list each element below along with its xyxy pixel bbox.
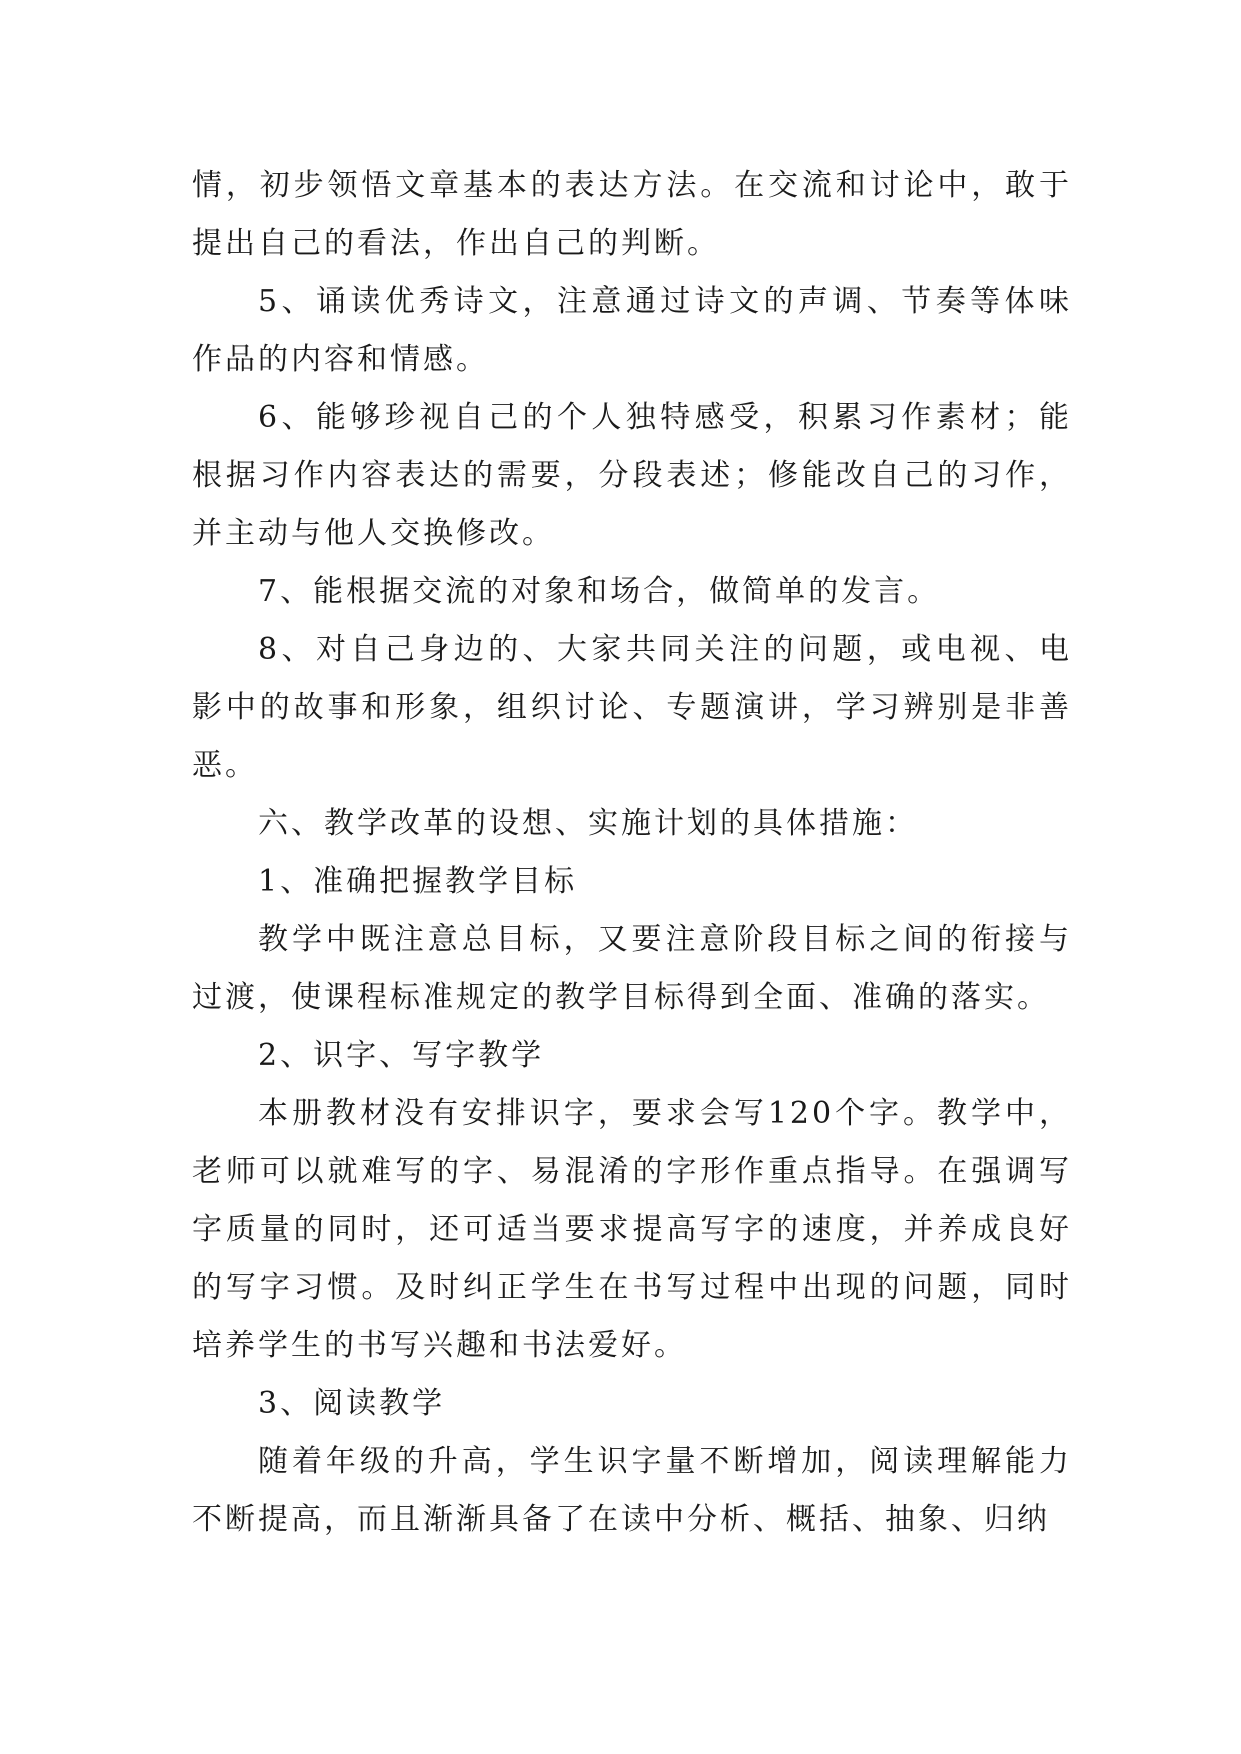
- document-body: [192, 157, 1072, 1549]
- paragraph-continuation: 情，初步领悟文章基本的表达方法。在交流和讨论中，敢于提出自己的看法，作出自己的判断。: [192, 168, 1072, 261]
- paragraph-item-6: 6、能够珍视自己的个人独特感受，积累习作素材；能根据习作内容表达的需要，分段表述；修能改自己的习作，并主动与他人交换修改。: [192, 400, 1072, 551]
- paragraph-reading: 随着年级的升高，学生识字量不断增加，阅读理解能力不断提高，而且渐渐具备了在读中分析、概括、抽象、归纳: [192, 1444, 1072, 1537]
- subheading-3: 3、阅读教学: [258, 1386, 446, 1421]
- section-heading-6: 六、教学改革的设想、实施计划的具体措施：: [258, 806, 918, 841]
- paragraph-goals: 教学中既注意总目标，又要注意阶段目标之间的衔接与过渡，使课程标准规定的教学目标得到全面、准确的落实。: [192, 922, 1072, 1015]
- subheading-2: 2、识字、写字教学: [258, 1038, 545, 1073]
- subheading-1: 1、准确把握教学目标: [258, 864, 578, 899]
- paragraph-writing: 本册教材没有安排识字，要求会写120个字。教学中，老师可以就难写的字、易混淆的字形作重点指导。在强调写字质量的同时，还可适当要求提高写字的速度，并养成良好的写字习惯。及时纠正学生在书写过程中出现的问题，同时培养学生的书写兴趣和书法爱好。: [192, 1096, 1072, 1363]
- paragraph-item-5: 5、诵读优秀诗文，注意通过诗文的声调、节奏等体味作品的内容和情感。: [192, 284, 1072, 377]
- paragraph-item-7: 7、能根据交流的对象和场合，做简单的发言。: [258, 574, 941, 609]
- paragraph-item-8: 8、对自己身边的、大家共同关注的问题，或电视、电影中的故事和形象，组织讨论、专题演讲，学习辨别是非善恶。: [192, 632, 1072, 783]
